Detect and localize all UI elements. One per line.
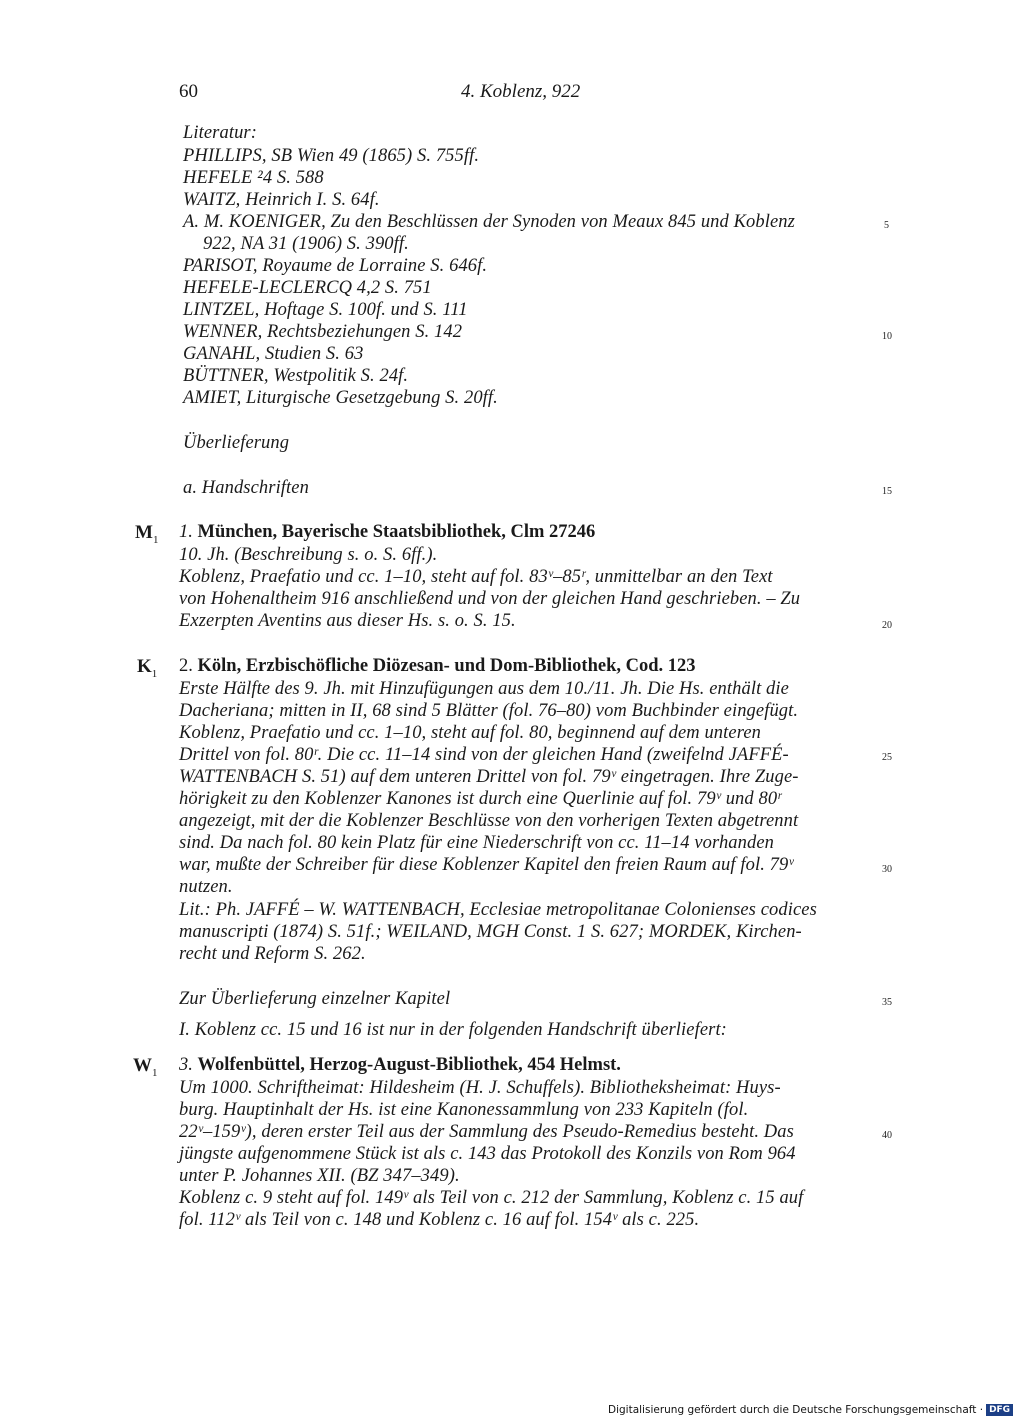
literatur-entry: PHILLIPS, SB Wien 49 (1865) S. 755ff. (183, 146, 480, 166)
manuscript-line: burg. Hauptinhalt der Hs. ist eine Kanonessammlung von 233 Kapiteln (fol. (179, 1100, 749, 1120)
literatur-entry: BÜTTNER, Westpolitik S. 24f. (183, 366, 409, 386)
manuscript-title: Wolfenbüttel, Herzog-August-Bibliothek, 454 Helmst. (197, 1055, 621, 1075)
manuscript-line: Koblenz, Praefatio und cc. 1–10, steht auf fol. 83ᵛ–85ʳ, unmittelbar an den Text (179, 567, 773, 587)
literatur-entry: PARISOT, Royaume de Lorraine S. 646f. (183, 256, 488, 276)
manuscript-line: 10. Jh. (Beschreibung s. o. S. 6ff.). (179, 545, 438, 565)
manuscript-heading (179, 1055, 621, 1076)
literatur-entry: A. M. KOENIGER, Zu den Beschlüssen der Synoden von Meaux 845 und Koblenz (183, 212, 795, 232)
footer-credit (608, 1404, 1013, 1416)
manuscript-line: war, mußte der Schreiber für diese Koblenzer Kapitel den freien Raum auf fol. 79ᵛ (179, 855, 794, 875)
line-number: 20 (882, 620, 892, 631)
literatur-entry: LINTZEL, Hoftage S. 100f. und S. 111 (183, 300, 468, 320)
running-title: 4. Koblenz, 922 (461, 81, 581, 102)
literatur-entry: HEFELE ²4 S. 588 (183, 168, 324, 188)
manuscript-line: Dacheriana; mitten in II, 68 sind 5 Blätter (fol. 76–80) vom Buchbinder eingefügt. (179, 701, 799, 721)
manuscript-line: unter P. Johannes XII. (BZ 347–349). (179, 1166, 460, 1186)
siglum-m1: $M_1$ (135, 522, 159, 546)
manuscript-line: von Hohenaltheim 916 anschließend und von der gleichen Hand geschrieben. – Zu (179, 589, 801, 609)
manuscript-line: Koblenz, Praefatio und cc. 1–10, steht auf fol. 80, beginnend auf dem unteren (179, 723, 761, 743)
dfg-logo-icon: DFG (986, 1404, 1013, 1416)
literatur-entry: GANAHL, Studien S. 63 (183, 344, 364, 364)
line-number: 15 (882, 486, 892, 497)
manuscript-line: Drittel von fol. 80ʳ. Die cc. 11–14 sind von der gleichen Hand (zweifelnd JAFFÉ- (179, 745, 789, 765)
footer-text: Digitalisierung gefördert durch die Deutsche Forschungsgemeinschaft · (608, 1404, 984, 1416)
manuscript-number: 2. (179, 656, 193, 676)
literatur-heading: Literatur: (183, 123, 257, 143)
manuscript-line: fol. 112ᵛ als Teil von c. 148 und Koblenz c. 16 auf fol. 154ᵛ als c. 225. (179, 1210, 700, 1230)
literatur-entry: WENNER, Rechtsbeziehungen S. 142 (183, 322, 463, 342)
manuscript-line: recht und Reform S. 262. (179, 944, 366, 964)
handschriften-heading: a. Handschriften (183, 478, 309, 498)
manuscript-line: hörigkeit zu den Koblenzer Kanones ist durch eine Querlinie auf fol. 79ᵛ und 80ʳ (179, 789, 782, 809)
manuscript-number: 1. (179, 522, 193, 542)
manuscript-line: 22ᵛ–159ᵛ), deren erster Teil aus der Sammlung des Pseudo-Remedius besteht. Das (179, 1122, 794, 1142)
manuscript-heading (179, 522, 595, 543)
literatur-entry: 922, NA 31 (1906) S. 390ff. (203, 234, 409, 254)
line-number: 5 (884, 220, 889, 231)
line-number: 25 (882, 752, 892, 763)
line-number: 10 (882, 331, 892, 342)
siglum-k1: $K_1$ (137, 656, 158, 680)
manuscript-number: 3. (179, 1055, 193, 1075)
manuscript-line: jüngste aufgenommene Stück ist als c. 143 das Protokoll des Konzils von Rom 964 (179, 1144, 796, 1164)
manuscript-line: Um 1000. Schriftheimat: Hildesheim (H. J. Schuffels). Bibliotheksheimat: Huys- (179, 1078, 781, 1098)
literatur-entry: WAITZ, Heinrich I. S. 64f. (183, 190, 380, 210)
manuscript-title: Köln, Erzbischöfliche Diözesan- und Dom-Bibliothek, Cod. 123 (197, 656, 696, 676)
page-number: 60 (179, 81, 198, 102)
manuscript-line: WATTENBACH S. 51) auf dem unteren Drittel von fol. 79ᵛ eingetragen. Ihre Zuge- (179, 767, 799, 787)
manuscript-line: angezeigt, mit der die Koblenzer Beschlüsse von den vorherigen Texten abgetrennt (179, 811, 799, 831)
literatur-entry: HEFELE-LECLERCQ 4,2 S. 751 (183, 278, 432, 298)
ueberlieferung-heading: Überlieferung (183, 433, 290, 453)
manuscript-line: sind. Da nach fol. 80 kein Platz für eine Niederschrift von cc. 11–14 vorhanden (179, 833, 775, 853)
manuscript-line: manuscripti (1874) S. 51f.; WEILAND, MGH Const. 1 S. 627; MORDEK, Kirchen- (179, 922, 802, 942)
line-number: 35 (882, 997, 892, 1008)
einzelne-kapitel-heading: Zur Überlieferung einzelner Kapitel (179, 989, 451, 1009)
line-number: 30 (882, 864, 892, 875)
manuscript-line: nutzen. (179, 877, 233, 897)
einzelne-kapitel-text: I. Koblenz cc. 15 und 16 ist nur in der folgenden Handschrift überliefert: (179, 1020, 727, 1040)
siglum-w1: $W_1$ (133, 1055, 158, 1079)
manuscript-line: Erste Hälfte des 9. Jh. mit Hinzufügungen aus dem 10./11. Jh. Die Hs. enthält die (179, 679, 789, 699)
manuscript-heading (179, 656, 696, 677)
manuscript-line: Koblenz c. 9 steht auf fol. 149ᵛ als Teil von c. 212 der Sammlung, Koblenz c. 15 auf (179, 1188, 804, 1208)
line-number: 40 (882, 1130, 892, 1141)
literatur-entry: AMIET, Liturgische Gesetzgebung S. 20ff. (183, 388, 498, 408)
manuscript-line: Exzerpten Aventins aus dieser Hs. s. o. S. 15. (179, 611, 516, 631)
manuscript-title: München, Bayerische Staatsbibliothek, Clm 27246 (197, 522, 596, 542)
manuscript-line: Lit.: Ph. JAFFÉ – W. WATTENBACH, Ecclesiae metropolitanae Colonienses codices (179, 900, 817, 920)
